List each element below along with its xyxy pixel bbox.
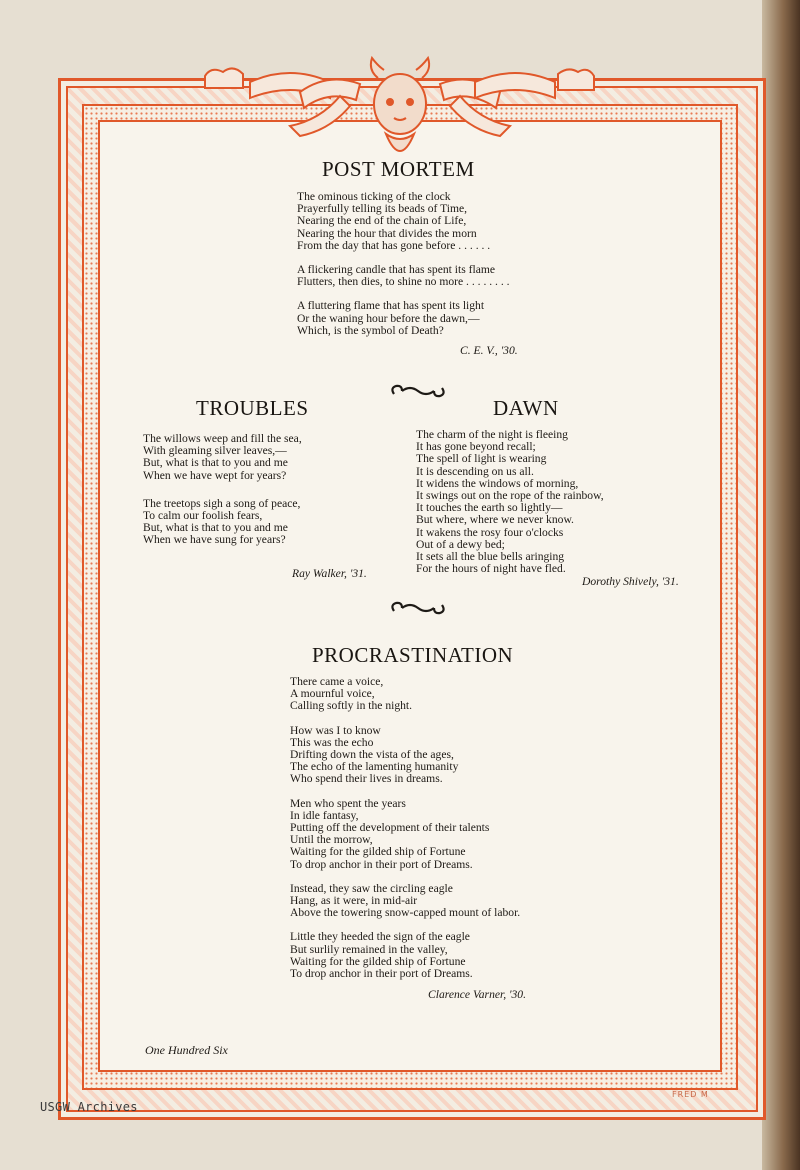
stanza — [143, 498, 302, 547]
stanza — [290, 798, 520, 871]
troubles-title: TROUBLES — [196, 396, 309, 420]
troubles-body — [143, 433, 302, 559]
poem-line: But, what is that to you and me — [143, 456, 288, 470]
poem-line: It swings out on the rope of the rainbow, — [416, 489, 604, 503]
poem-line: Above the towering snow-capped mount of labor. — [290, 906, 521, 920]
poem-line: It sets all the blue bells aringing — [416, 550, 565, 564]
stanza — [290, 883, 520, 920]
poem-line: For the hours of night have fled. — [416, 562, 566, 576]
poem-line: A fluttering flame that has spent its light — [297, 299, 485, 313]
post-mortem-body — [297, 191, 510, 349]
poem-line: A mournful voice, — [290, 687, 375, 701]
poem-line: Little they heeded the sign of the eagle — [290, 930, 470, 944]
artist-signature: FRED M — [672, 1090, 709, 1099]
stanza — [297, 300, 510, 337]
poem-line: Calling softly in the night. — [290, 699, 413, 713]
poem-line: The spell of light is wearing — [416, 452, 547, 466]
poem-line: When we have wept for years? — [143, 468, 287, 482]
poem-line: Drifting down the vista of the ages, — [290, 748, 454, 762]
poem-line: Hang, as it were, in mid-air — [290, 894, 418, 908]
poem-line: Until the morrow, — [290, 833, 373, 847]
poem-line: There came a voice, — [290, 675, 384, 688]
stanza — [290, 931, 520, 980]
poem-line: It touches the earth so lightly— — [416, 501, 563, 515]
post-mortem-title: POST MORTEM — [322, 157, 475, 181]
poem-line: Waiting for the gilded ship of Fortune — [290, 845, 466, 859]
poem-line: A flickering candle that has spent its flame — [297, 263, 495, 277]
stanza — [416, 429, 604, 575]
poem-line: Or the waning hour before the dawn,— — [297, 311, 480, 325]
poem-line: But, what is that to you and me — [143, 521, 288, 535]
poem-line: Putting off the development of their talents — [290, 821, 490, 835]
poem-line: The willows weep and fill the sea, — [143, 432, 302, 445]
poem-line: Men who spent the years — [290, 796, 406, 810]
archive-watermark: USGW Archives — [40, 1100, 138, 1114]
poem-line: Instead, they saw the circling eagle — [290, 881, 453, 895]
poem-line: The treetops sigh a song of peace, — [143, 496, 301, 510]
poem-line: When we have sung for years? — [143, 533, 286, 547]
stanza — [290, 676, 520, 713]
poem-line: It wakens the rosy four o'clocks — [416, 525, 564, 539]
poem-line: With gleaming silver leaves,— — [143, 444, 287, 458]
stanza — [297, 264, 510, 288]
poem-line: But surlily remained in the valley, — [290, 942, 448, 956]
poem-line: Which, is the symbol of Death? — [297, 323, 444, 337]
poem-line: Nearing the end of the chain of Life, — [297, 214, 467, 228]
poem-line: Waiting for the gilded ship of Fortune — [290, 954, 466, 968]
dawn-title: DAWN — [493, 396, 559, 420]
procrastination-body — [290, 676, 520, 992]
stanza — [143, 433, 302, 482]
poem-line: It is descending on us all. — [416, 464, 534, 478]
page-number: One Hundred Six — [145, 1043, 228, 1057]
poem-line: This was the echo — [290, 735, 374, 749]
book-spine-edge — [762, 0, 800, 1170]
troubles-author: Ray Walker, '31. — [292, 567, 367, 580]
poem-line: The ominous ticking of the clock — [297, 190, 451, 203]
scroll-divider-icon — [388, 599, 448, 617]
scroll-divider-icon — [388, 382, 448, 400]
procrastination-author: Clarence Varner, '30. — [428, 988, 527, 1001]
poem-line: It has gone beyond recall; — [416, 440, 536, 454]
poem-line: Flutters, then dies, to shine no more . . . . . . . . — [297, 275, 510, 289]
poem-line: Who spend their lives in dreams. — [290, 772, 443, 786]
poem-line: Out of a dewy bed; — [416, 537, 505, 551]
poem-line: Nearing the hour that divides the morn — [297, 226, 477, 240]
poem-line: The echo of the lamenting humanity — [290, 760, 459, 774]
poem-line: Prayerfully telling its beads of Time, — [297, 202, 468, 216]
poem-line: How was I to know — [290, 723, 381, 737]
poem-line: From the day that has gone before . . . . . . — [297, 238, 491, 252]
poem-line: To drop anchor in their port of Dreams. — [290, 967, 473, 981]
dawn-author: Dorothy Shively, '31. — [582, 575, 679, 588]
poem-line: The charm of the night is fleeing — [416, 428, 568, 441]
poem-line: To calm our foolish fears, — [143, 509, 263, 523]
dawn-body — [416, 429, 604, 587]
stanza — [297, 191, 510, 252]
procrastination-title: PROCRASTINATION — [312, 643, 514, 667]
poem-line: In idle fantasy, — [290, 808, 359, 822]
post-mortem-author: C. E. V., '30. — [460, 344, 518, 357]
poem-line: To drop anchor in their port of Dreams. — [290, 857, 473, 871]
poem-line: But where, where we never know. — [416, 513, 574, 527]
stanza — [290, 725, 520, 786]
poem-line: It widens the windows of morning, — [416, 476, 579, 490]
